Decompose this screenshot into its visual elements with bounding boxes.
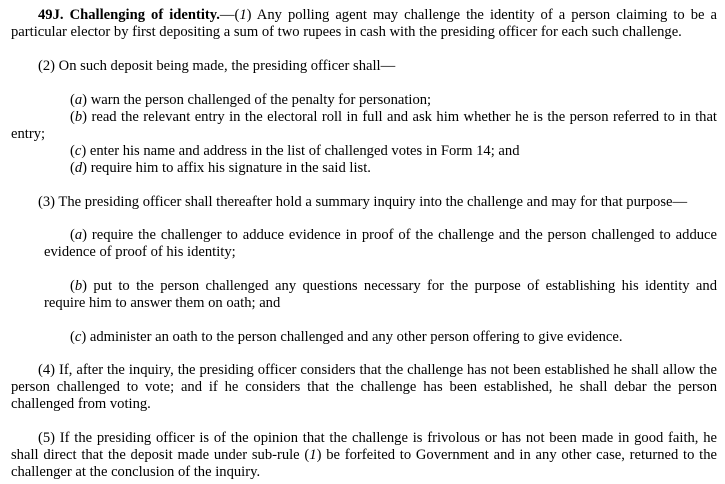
heading-dash: — [219,7,235,23]
sub-rule-2-clause-b: (b) read the relevant entry in the electoral roll in full and ask him whether he is the person referred to in that entry; [11,109,717,142]
sub-rule-3: (3) The presiding officer shall thereafter hold a summary inquiry into the challenge and may for that purpose— [38,194,688,210]
rule-49j-intro: 49J. Challenging of identity.—(1) Any polling agent may challenge the identity of a person claiming to be a particular elector by first depositing a sum of two rupees in cash with the presiding officer for each such challenge. [11,7,717,40]
sub-rule-2-clause-a: (a) warn the person challenged of the penalty for personation; [70,92,432,108]
sub-rule-5: (5) If the presiding officer is of the opinion that the challenge is frivolous or has not been made in good faith, he shall direct that the deposit made under sub-rule (1) be forfeited to Government and in any other case, returned to the challenger at the conclusion of the inquiry. [11,430,717,480]
rule-heading: 49J. Challenging of identity. [38,7,220,23]
sub-rule-2: (2) On such deposit being made, the presiding officer shall— [38,58,396,74]
sub-rule-3-clause-a: (a) require the challenger to adduce evidence in proof of the challenge and the person challenged to adduce evidence of proof of his identity; [44,227,717,260]
sub-rule-3-clause-b: (b) put to the person challenged any questions necessary for the purpose of establishing his identity and require him to answer them on oath; and [44,278,717,311]
sub-rule-3-clause-c: (c) administer an oath to the person challenged and any other person offering to give evidence. [70,329,623,345]
sub-rule-2-clause-d: (d) require him to affix his signature in the said list. [70,160,371,176]
intro-text: Any polling agent may challenge the identity of a person claiming to be a particular elector by first depositing a sum of two rupees in cash with the presiding officer for each such challenge. [11,7,717,40]
sub-rule-4: (4) If, after the inquiry, the presiding officer considers that the challenge has not been established he shall allow the person challenged to vote; and if he considers that the challenge has been established, he shall debar the person challenged from voting. [11,362,717,412]
sub-rule-number: 1 [239,7,247,23]
sub-rule-2-clause-c: (c) enter his name and address in the list of challenged votes in Form 14; and [70,143,520,159]
